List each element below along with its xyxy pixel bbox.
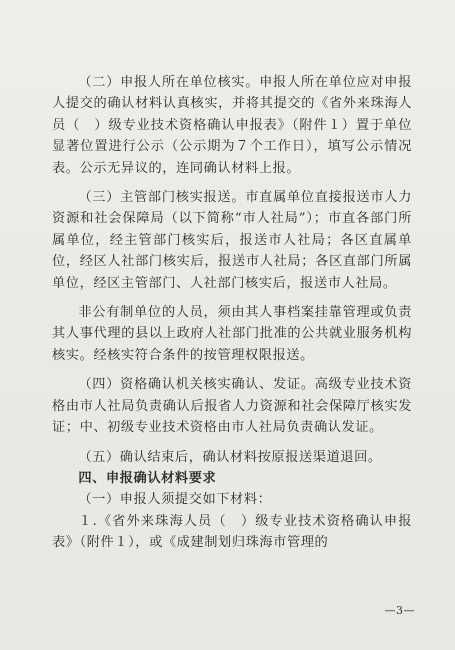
document-body [52,72,412,554]
paragraph-department-verification: （三）主管部门核实报送。市直属单位直接报送市人力资源和社会保障局（以下简称“市人社局”）；市直各部门所属单位，经主管部门核实后，报送市人社局；各区直属单位，经区人社部门核实后，报送市人社局；各区直部门所属单位，经区主管部门、人社部门核实后，报送市人社局。 [52,190,412,291]
paragraph-non-public-units: 非公有制单位的人员，须由其人事档案挂靠管理或负责其人事代理的县以上政府人社部门批准的公共就业服务机构核实。经核实符合条件的按管理权限报送。 [52,305,412,363]
paragraph-unit-verification: （二）申报人所在单位核实。申报人所在单位应对申报人提交的确认材料认真核实，并将其提交的《省外来珠海人员（ ）级专业技术资格确认申报表》（附件１）置于单位显著位置进行公示（公示期为７个工作日），填写公示情况表。公示无异议的，连同确认材料上报。 [52,75,412,176]
page-number: —3— [384,604,415,617]
paragraph-required-materials: （一）申报人须提交如下材料： [78,492,272,508]
paragraph-qualification-confirmation: （四）资格确认机关核实确认、发证。高级专业技术资格由市人社局负责确认后报省人力资源和社会保障厅核实发证；中、初级专业技术资格由市人社局负责确认发证。 [52,377,412,436]
paragraph-materials-return: （五）确认结束后，确认材料按原报送渠道退回。 [78,449,382,465]
paragraph-application-form: １.《省外来珠海人员（ ）级专业技术资格确认申报表》（附件１），或《成建制划归珠海市管理的 [52,513,412,551]
section-heading: 四、申报确认材料要求 [78,470,217,486]
